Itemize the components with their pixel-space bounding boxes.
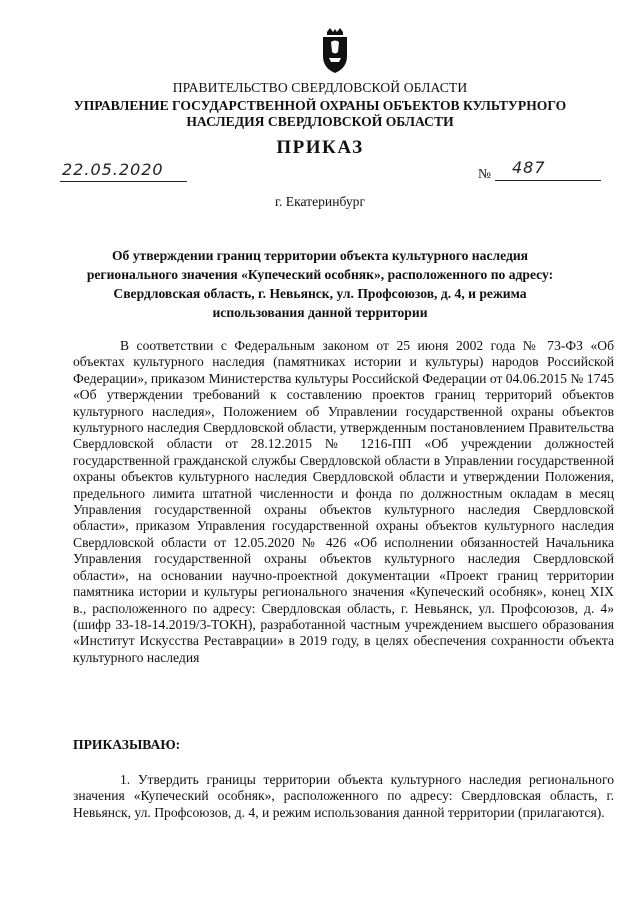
document-date: 22.05.2020 bbox=[62, 160, 164, 179]
city: г. Екатеринбург bbox=[274, 194, 366, 209]
department-name: УПРАВЛЕНИЕ ГОСУДАРСТВЕННОЙ ОХРАНЫ ОБЪЕКТОВ КУЛЬТУРНОГО НАСЛЕДИЯ СВЕРДЛОВСКОЙ ОБЛАСТИ bbox=[73, 98, 567, 129]
order-heading: Об утверждении границ территории объекта культурного наследия регионального значения «Купеческий особняк», расположенного по адресу: Свердловская область, г. Невьянск, ул. Профсоюзов, д. 4, и режима использования данной территории bbox=[86, 248, 554, 320]
number-label: № bbox=[478, 166, 491, 181]
document-number: 487 bbox=[512, 158, 546, 177]
date-underline bbox=[60, 181, 187, 182]
order-item-1: 1. Утвердить границы территории объекта культурного наследия регионального значения «Купеческий особняк», расположенного по адресу: Свердловская область, г. Невьянск, ул. Профсоюзов, д. 4, и режим использования данной территории (прилагаются). bbox=[73, 772, 614, 820]
sverdlovsk-coat-of-arms-icon bbox=[319, 28, 351, 74]
order-word: ПРИКАЗЫВАЮ: bbox=[73, 737, 181, 752]
document-type: ПРИКАЗ bbox=[276, 137, 364, 158]
preamble-paragraph: В соответствии с Федеральным законом от 25 июня 2002 года № 73-ФЗ «Об объектах культурного наследия (памятниках истории и культуры) народов Российской Федерации», приказом Министерства культуры Российской Федерации от 04.06.2015 № 1745 «Об утверждении требований к составлению проектов границ территорий объектов культурного наследия», Положением об Управлении государственной охраны объектов культурного наследия Свердловской области, утвержденным постановлением Правительства Свердловской области от 28.12.2015 № 1216-ПП «Об учреждении должностей государственной гражданской службы Свердловской области в Управлении государственной охраны объектов культурного наследия Свердловской области и утверждении Положения, предельного лимита штатной численности и фонда по должностным окладам в месяц Управления государственной охраны объектов культурного наследия Свердловской области», приказом Управления государственной охраны объектов культурного наследия Свердловской области от 12.05.2020 № 426 «Об исполнении обязанностей Начальника Управления государственной охраны объектов культурного наследия Свердловской области», на основании научно-проектной документации «Проект границ территории памятника истории и культуры регионального значения «Купеческий особняк», конец XIX в., расположенного по адресу: Свердловская область, г. Невьянск, ул. Профсоюзов, д. 4» (шифр 33-18-14.2019/3-ТОКН), разработанной частным учреждением высшего образования «Институт Искусства Реставрации» в 2019 году, в целях обеспечения сохранности объекта культурного наследия bbox=[73, 338, 614, 665]
number-underline bbox=[495, 180, 601, 181]
government-name: ПРАВИТЕЛЬСТВО СВЕРДЛОВСКОЙ ОБЛАСТИ bbox=[172, 80, 468, 95]
